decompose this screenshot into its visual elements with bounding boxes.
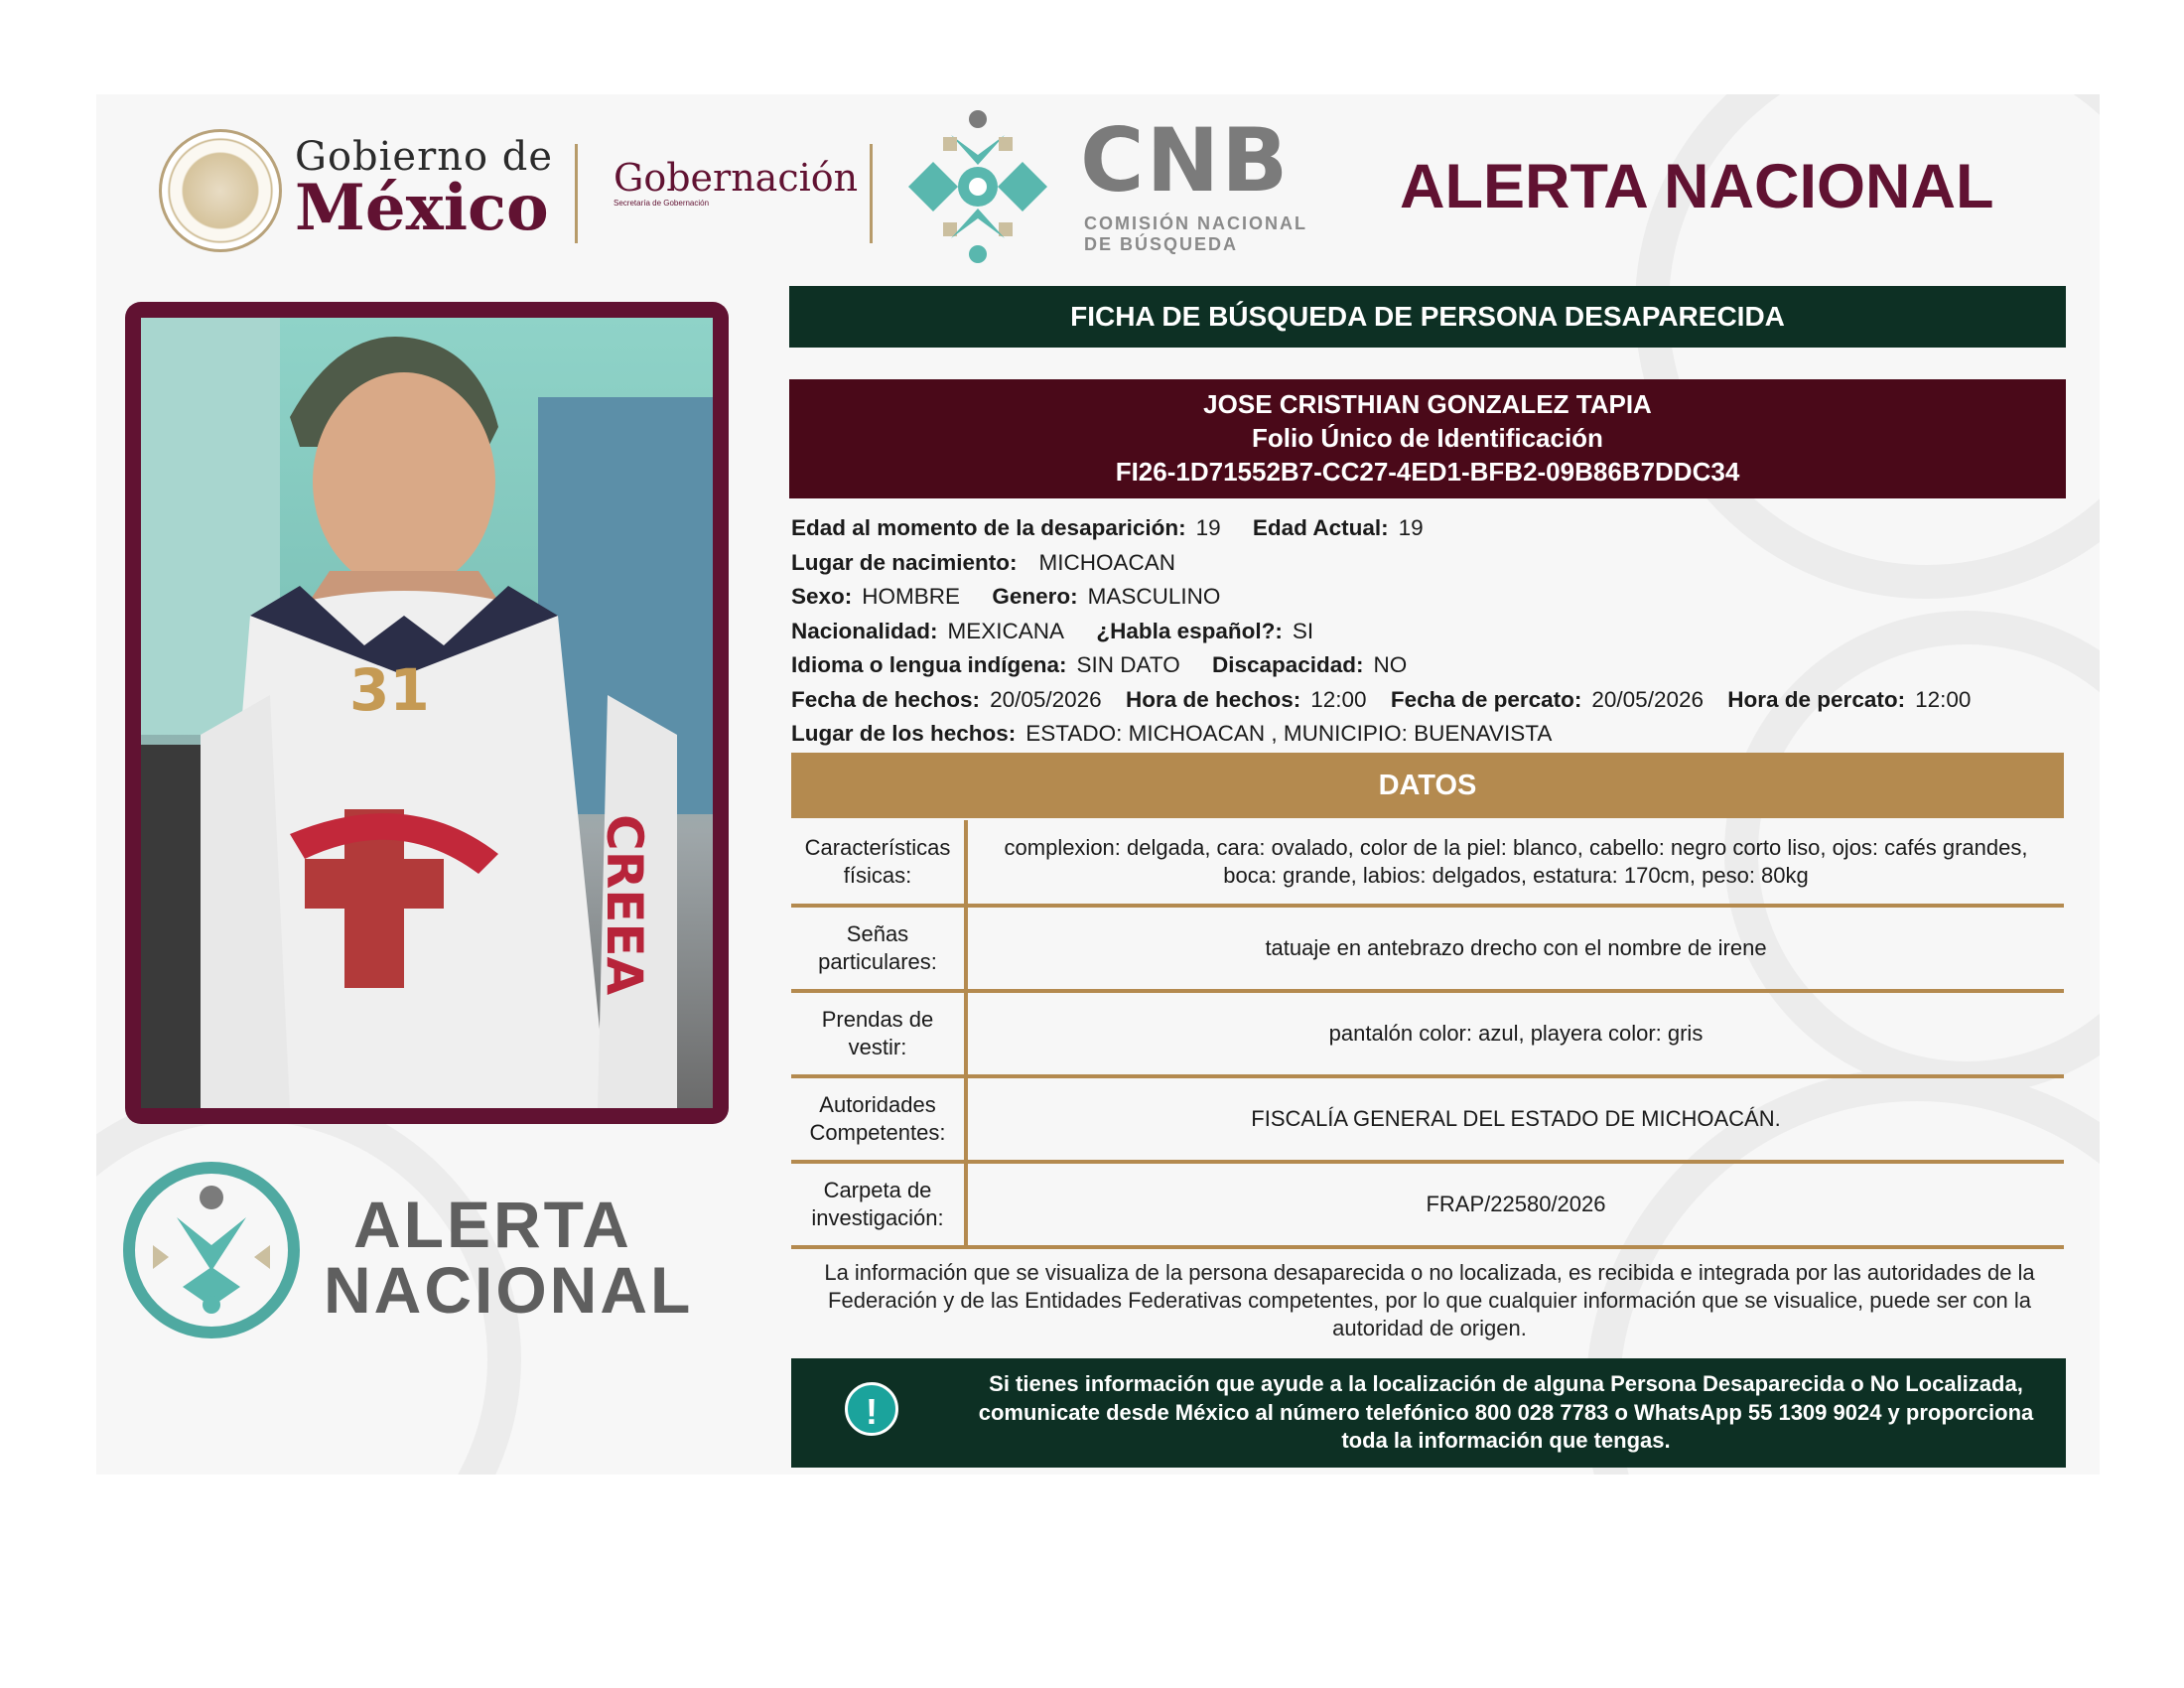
contact-callout	[791, 1358, 2066, 1468]
field-label: Genero:	[992, 584, 1078, 609]
field-label: Lugar de nacimiento:	[791, 549, 1018, 575]
row-label: Señas particulares:	[791, 906, 966, 991]
header-divider	[575, 144, 578, 243]
field-label: Idioma o lengua indígena:	[791, 652, 1067, 677]
field-value: 19	[1398, 515, 1424, 540]
field-value: MICHOACAN	[1038, 549, 1176, 575]
field-label: Fecha de hechos:	[791, 686, 981, 712]
cnb-title: CNB	[1080, 109, 1291, 211]
exclamation-icon: !	[845, 1382, 898, 1436]
field-label: Fecha de percato:	[1390, 686, 1582, 712]
cnb-logo	[903, 107, 1052, 266]
table-row	[791, 906, 2064, 991]
field-value: HOMBRE	[862, 584, 961, 609]
row-label: Carpeta de investigación:	[791, 1162, 966, 1247]
info-row	[791, 546, 2072, 581]
row-value: tatuaje en antebrazo drecho con el nombre de irene	[966, 906, 2064, 991]
row-value: pantalón color: azul, playera color: gris	[966, 991, 2064, 1076]
field-value: MEXICANA	[947, 618, 1065, 643]
gobernacion-label: Gobernación	[614, 156, 859, 200]
shirt-lettering: CREEA	[596, 814, 653, 996]
folio-label: Folio Único de Identificación	[1252, 423, 1603, 453]
row-value: FISCALÍA GENERAL DEL ESTADO DE MICHOACÁN.	[966, 1076, 2064, 1162]
info-row	[791, 511, 2072, 546]
ficha-title-bar: FICHA DE BÚSQUEDA DE PERSONA DESAPARECIDA	[789, 286, 2066, 348]
field-label: Nacionalidad:	[791, 618, 938, 643]
datos-header: DATOS	[791, 753, 2064, 818]
wordmark-line: NACIONAL	[324, 1253, 694, 1327]
disclaimer-text: La información que se visualiza de la persona desaparecida o no localizada, es recibida e integrada por las autoridades de la Federación y de las Entidades Federativas competentes, por lo que cualquier información que se visualice, puede ser con la autoridad de origen.	[824, 1260, 2035, 1340]
person-name: JOSE CRISTHIAN GONZALEZ TAPIA	[1203, 389, 1652, 419]
photo-illustration	[141, 318, 713, 1108]
row-label: Características físicas:	[791, 820, 966, 906]
info-row	[791, 717, 2072, 752]
shirt-number: 31	[349, 656, 430, 724]
field-label: Lugar de los hechos:	[791, 721, 1017, 746]
row-label: Autoridades Competentes:	[791, 1076, 966, 1162]
folio-value: FI26-1D71552B7-CC27-4ED1-BFB2-09B86B7DDC34	[1115, 457, 1740, 487]
field-value: SI	[1292, 618, 1314, 643]
field-value: 20/05/2026	[1591, 686, 1705, 712]
info-row	[791, 615, 2072, 649]
field-value: 20/05/2026	[990, 686, 1102, 712]
field-label: Hora de percato:	[1727, 686, 1906, 712]
gobierno-label: Gobierno de	[295, 134, 554, 180]
table-row	[791, 1162, 2064, 1247]
row-value: complexion: delgada, cara: ovalado, color de la piel: blanco, cabello: negro corto liso, ojos: cafés grandes, boca: grande, labios: delgados, estatura: 170cm, peso: 80kg	[966, 820, 2064, 906]
info-row	[791, 580, 2072, 615]
alerta-nacional-wordmark	[324, 1188, 694, 1327]
field-label: Edad Actual:	[1252, 515, 1389, 540]
callout-text: Si tienes información que ayude a la localización de alguna Persona Desaparecida o No Localizada, comunicate desde México al número telefónico 800 028 7783 o WhatsApp 55 1309 9024 y proporciona toda la información que tengas.	[978, 1371, 2034, 1453]
table-row	[791, 1076, 2064, 1162]
photo-frame	[125, 302, 729, 1124]
wordmark-line: ALERTA	[353, 1188, 632, 1261]
alerta-nacional-logo	[121, 1160, 302, 1340]
table-row	[791, 991, 2064, 1076]
field-label: Discapacidad:	[1211, 652, 1364, 677]
field-label: Hora de hechos:	[1125, 686, 1301, 712]
field-value: SIN DATO	[1076, 652, 1180, 677]
person-info	[791, 511, 2072, 752]
alerta-nacional-title: ALERTA NACIONAL	[1400, 152, 1994, 221]
mexico-label: México	[295, 171, 549, 245]
field-label: Edad al momento de la desaparición:	[791, 515, 1186, 540]
row-label: Prendas de vestir:	[791, 991, 966, 1076]
info-row	[791, 648, 2072, 683]
header-divider	[870, 144, 873, 243]
gobernacion-sub-label: Secretaría de Gobernación	[614, 199, 710, 208]
datos-table	[791, 820, 2064, 1249]
field-value: 12:00	[1310, 686, 1367, 712]
row-value: FRAP/22580/2026	[966, 1162, 2064, 1247]
field-label: ¿Habla español?:	[1096, 618, 1283, 643]
cnb-subtitle: COMISIÓN NACIONAL DE BÚSQUEDA	[1084, 213, 1307, 254]
field-value: 19	[1195, 515, 1221, 540]
info-row	[791, 683, 2072, 718]
field-value: ESTADO: MICHOACAN , MUNICIPIO: BUENAVISTA	[1025, 721, 1553, 746]
mexico-seal-logo	[159, 129, 282, 252]
field-label: Sexo:	[791, 584, 853, 609]
field-value: MASCULINO	[1087, 584, 1221, 609]
table-row	[791, 820, 2064, 906]
person-header	[789, 379, 2066, 498]
field-value: 12:00	[1915, 686, 1972, 712]
missing-person-photo	[141, 318, 713, 1108]
field-value: NO	[1373, 652, 1408, 677]
